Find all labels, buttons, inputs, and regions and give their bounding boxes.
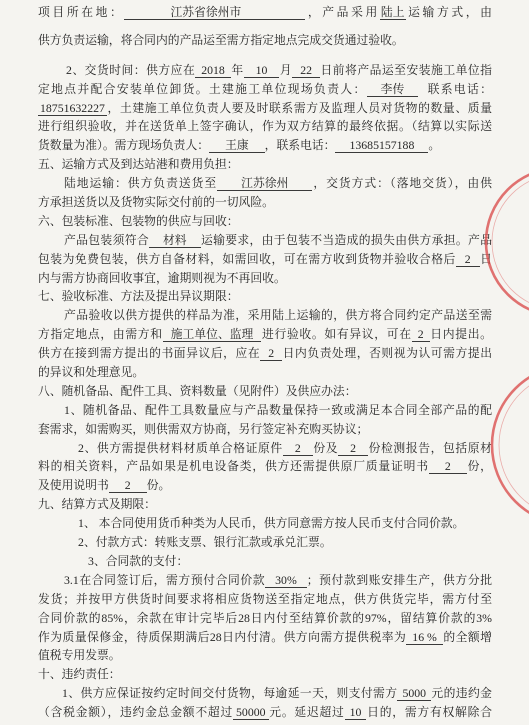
line-text: 。 — [428, 138, 441, 153]
line-text: ，交货方式：（落地交货），由供 — [312, 176, 492, 191]
paragraph-line — [38, 344, 492, 363]
line-text: 份及 — [312, 440, 339, 455]
paragraph-line — [38, 250, 492, 269]
paragraph-line — [38, 684, 492, 703]
line-text: 日内提出。 — [429, 327, 492, 342]
section-heading — [38, 212, 492, 231]
line-text: 方承担送货以及货物实际交付前的一切风险。 — [38, 195, 274, 210]
paragraph-line — [38, 117, 492, 136]
line-text: 供方在接到需方提出的书面异议后，应在 — [38, 346, 261, 361]
paragraph-line — [38, 306, 492, 325]
paragraph-line — [38, 363, 492, 382]
paragraph-line — [38, 3, 492, 22]
company-seal-lower — [492, 365, 529, 525]
line-text: 内与需方协商回收事宜，逾期则视为不再回收。 — [38, 270, 286, 285]
line-text: 包装为免费包装，供方自备材料，如需回收，可在需方收到货物并验收合格后 — [38, 251, 456, 266]
line-text: 运输方式，由 — [405, 5, 492, 19]
paragraph-line — [38, 703, 492, 722]
line-text: 七、验收标准、方法及提出异议期限： — [38, 289, 239, 304]
termination-days-field: 10 — [345, 706, 367, 720]
line-text: 九、结算方式及期限： — [38, 497, 156, 512]
line-text: 的异议和处理意见。 — [38, 365, 145, 380]
line-text: 3.1在合同签订后，需方预付合同价款 — [64, 572, 266, 587]
line-text: 元。延迟超过 — [268, 705, 345, 720]
line-text: 套需求，如需购买，则供需双方协商，另行签定补充购买协议； — [38, 421, 369, 436]
line-text: 2、供方需提供材料材质单合格证原件 — [78, 440, 283, 455]
destination-field: 江苏徐州 — [217, 177, 312, 191]
line-text: ，土建施工单位负责人要及时联系需方及监理人员对货物的数量、质量 — [106, 100, 492, 115]
paragraph-line — [38, 420, 492, 439]
handling-days-field: 2 — [260, 347, 282, 361]
section-heading — [38, 665, 492, 684]
line-text: 十、违约责任： — [38, 667, 121, 682]
section-heading — [38, 287, 492, 306]
line-text: 份检测报告，包括原材 — [368, 440, 492, 455]
delivery-day-field: 22 — [292, 64, 320, 78]
transport-mode-field: 陆上 — [380, 5, 405, 19]
packaging-standard-field: 材料 — [149, 234, 201, 248]
line-text: 年 — [230, 62, 244, 77]
test-report-copies-field: 2 — [338, 442, 368, 456]
line-text: 六、包装标准、包装物的供应与回收： — [38, 213, 239, 228]
paragraph-line — [38, 401, 492, 420]
line-text: 份， — [466, 459, 492, 474]
contract-text — [38, 0, 492, 722]
tax-rate-field: 16 % — [406, 631, 443, 645]
line-text: 日的，需方有权解除合 — [366, 705, 492, 720]
line-text: 运输要求，由于包装不当造成的损失由供方承担。产品 — [200, 232, 492, 247]
line-text: 月 — [279, 62, 293, 77]
paragraph-line — [38, 193, 492, 212]
line-text: 作为质量保修金，待质保期满后28日内付清。供方向需方提供税率为 — [38, 629, 407, 644]
site-phone-field: 18751632227 — [40, 100, 105, 115]
line-text: 3、合同款的支付： — [88, 553, 189, 568]
line-text: 份。 — [146, 478, 171, 493]
delivery-month-field: 10 — [244, 64, 280, 78]
line-text: 联系电话： — [426, 81, 492, 96]
site-contact-field: 李传 — [367, 83, 419, 97]
paragraph-line — [38, 99, 492, 118]
paragraph-line — [38, 609, 492, 628]
line-text: 产品包装须符合 — [64, 232, 149, 247]
section-heading — [38, 382, 492, 401]
delivery-year-field: 2018 — [195, 64, 231, 78]
paragraph-line — [38, 439, 492, 458]
paragraph-line — [38, 476, 492, 495]
line-text: 供方负责运输，将合同内的产品运至需方指定地点完成交货通过验收。 — [38, 32, 404, 47]
line-text: 方指定地点，由需方和 — [38, 327, 163, 342]
certificate-copies-field: 2 — [283, 442, 313, 456]
paragraph-line — [38, 31, 492, 50]
paragraph-line — [38, 514, 492, 533]
paragraph-line — [38, 646, 492, 665]
advance-payment-field: 30% — [265, 574, 307, 588]
line-text: 进行组织验收，并在送货单上签字确认，作为双方结算的最终依据。（结算以实际送 — [38, 119, 492, 134]
line-text: ；预付款到账安排生产，供方分批 — [306, 572, 492, 587]
line-text: （含税金额），违约金总金额不超过 — [38, 705, 234, 720]
line-text: 日内负责处理，否则视为认可需方提出 — [282, 346, 492, 361]
recovery-days-field: 2 — [456, 253, 480, 267]
line-text: 日 — [479, 251, 492, 266]
inspection-parties-field: 施工单位、监理 — [163, 328, 262, 342]
paragraph-line — [38, 590, 492, 609]
buyer-contact-field: 王康 — [209, 139, 265, 153]
paragraph-line — [38, 552, 492, 571]
daily-penalty-field: 5000 — [397, 687, 431, 701]
paragraph-line — [38, 136, 492, 155]
line-text: 1、供方应保证按约定时间交付货物，每逾延一天，则支付需方 — [62, 686, 398, 701]
line-text: 货数量为准）。需方现场负责人： — [38, 138, 210, 153]
paragraph-line — [38, 457, 492, 476]
line-text: 进行验收。如有异议，可在 — [261, 327, 412, 342]
line-text: 1、随机备品、配件工具数量应与产品数量保持一致或满足本合同全部产品的配 — [64, 402, 492, 417]
penalty-cap-field: 50000 — [233, 706, 269, 720]
paragraph-line — [38, 231, 492, 250]
line-text: 的全额增 — [442, 629, 492, 644]
paragraph-line — [38, 571, 492, 590]
line-text: 及使用说明书 — [38, 478, 109, 493]
section-heading — [38, 155, 492, 174]
line-text: 日前将产品运至安装施工单位指 — [319, 62, 492, 77]
line-text: 2、付款方式：转账支票、银行汇款或承兑汇票。 — [78, 535, 332, 550]
manual-copies-field: 2 — [109, 479, 147, 493]
line-text: 产品验收以供方提供的样品为准，采用陆上运输的，供方将合同约定产品送至需 — [64, 308, 492, 323]
objection-days-field: 2 — [412, 328, 430, 342]
paragraph-line — [38, 269, 492, 288]
paragraph-line — [38, 174, 492, 193]
paragraph-line — [38, 533, 492, 552]
line-text: ，联系电话： — [264, 138, 336, 153]
line-text: 八、随机备品、配件工具、资料数量（见附件）及供应办法： — [38, 383, 357, 398]
line-text: 项目所在地： — [38, 5, 125, 19]
line-text: ，产品采用 — [305, 5, 380, 19]
paragraph-line — [38, 80, 492, 99]
company-seal-upper — [486, 168, 529, 316]
line-text: 陆地运输：供方负责送货至 — [64, 176, 218, 191]
line-text: 值税专用发票。 — [38, 648, 121, 663]
buyer-phone-field: 13685157188 — [335, 139, 428, 153]
paragraph-line — [38, 325, 492, 344]
paragraph-line — [38, 61, 492, 80]
line-text: 元的违约金 — [431, 686, 492, 701]
section-heading — [38, 495, 492, 514]
project-location-field: 江苏省徐州市 — [124, 6, 305, 20]
line-text: 料的相关资料，产品如果是机电设备类，供方还需提供原厂质量证明书 — [38, 459, 429, 474]
line-text: 合同价款的85%，余款在审计完毕后28日内付至结算价款的97%，留结算价款的3% — [38, 610, 492, 625]
line-text: 发货；并按甲方供货时间要求将相应货物送至指定地点，供方供货完毕，需方付至 — [38, 591, 492, 606]
line-text: 1、 本合同使用货币种类为人民币，供方同意需方按人民币支付合同价款。 — [78, 516, 465, 531]
line-text: 五、运输方式及到达站港和费用负担： — [38, 157, 239, 172]
line-text: 2、交货时间：供方应在 — [66, 62, 196, 77]
paragraph-line — [38, 628, 492, 647]
quality-certificate-copies-field: 2 — [429, 460, 467, 474]
line-text: 定地点并配合安装单位卸货。土建施工单位现场负责人： — [38, 81, 367, 96]
